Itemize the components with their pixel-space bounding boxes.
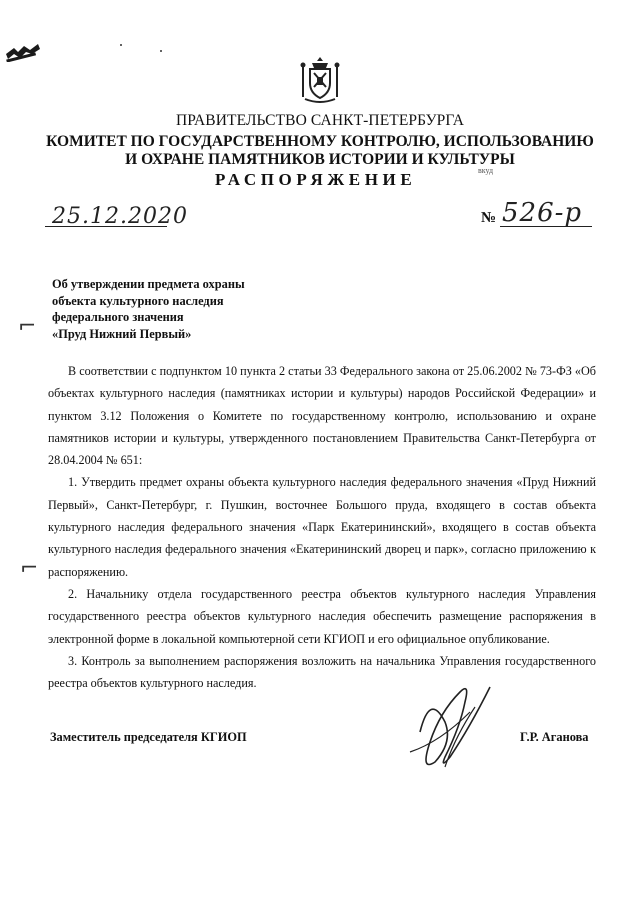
committee-line-1: КОМИТЕТ ПО ГОСУДАРСТВЕННОМУ КОНТРОЛЮ, ИСПОЛЬЗОВАНИЮ <box>46 133 594 150</box>
document-body <box>48 360 596 694</box>
government-name: ПРАВИТЕЛЬСТВО САНКТ-ПЕТЕРБУРГА <box>175 112 465 129</box>
scan-mark-icon <box>4 40 42 62</box>
body-preamble: В соответствии с подпунктом 10 пункта 2 статьи 33 Федерального закона от 25.06.2002 № 73-ФЗ «Об объектах культурного наследия (памятниках истории и культуры) народов Российской Федерации» и пунктом 3.12 Положения о Комитете по государственному контролю, использованию и охране памятников истории и культуры, утвержденного постановлением Правительства Санкт-Петербурга от 28.04.2004 № 651: <box>48 364 596 468</box>
scan-speck <box>120 44 122 46</box>
committee-line-2: И ОХРАНЕ ПАМЯТНИКОВ ИСТОРИИ И КУЛЬТУРЫ <box>125 151 515 168</box>
subject-line: Об утверждении предмета охраны <box>52 277 245 291</box>
body-item-3: 3. Контроль за выполнением распоряжения возложить на начальника Управления государственного реестра объектов культурного наследия. <box>48 653 596 691</box>
document-type-title: РАСПОРЯЖЕНИЕ <box>215 170 417 189</box>
document-date: 25.12.2020 <box>52 204 188 229</box>
document-subject <box>52 276 245 342</box>
handwritten-signature <box>400 672 510 782</box>
number-sign: № <box>481 210 497 226</box>
committee-name <box>0 133 640 169</box>
margin-hook-icon: ⌐ <box>20 556 39 581</box>
subject-line: федерального значения <box>52 310 184 324</box>
number-underline <box>500 226 592 227</box>
date-underline <box>45 226 167 227</box>
coat-of-arms-icon <box>299 55 341 105</box>
signatory-name: Г.Р. Аганова <box>520 730 589 744</box>
signatory-position: Заместитель председателя КГИОП <box>50 730 247 744</box>
body-item-2: 2. Начальнику отдела государственного реестра объектов культурного наследия Управления государственного реестра объектов культурного наследия обеспечить размещение распоряжения в электронной форме в локальной компьютерной сети КГИОП и его официальное опубликование. <box>48 586 596 646</box>
subject-line: «Пруд Нижний Первый» <box>52 326 192 341</box>
body-item-1: 1. Утвердить предмет охраны объекта культурного наследия федерального значения «Пруд Нижний Первый», Санкт-Петербург, г. Пушкин, восточнее Большого пруда, входящего в состав объекта культурного наследия федерального значения «Парк Екатерининский», входящего в состав объекта культурного наследия федерального значения «Екатерининский дворец и парк», согласно приложению к распоряжению. <box>48 475 596 579</box>
document-number: 526-р <box>502 198 583 228</box>
handwritten-note: вкуд <box>478 166 494 175</box>
subject-line: объекта культурного наследия <box>52 293 224 308</box>
margin-hook-icon: ⌐ <box>18 314 37 339</box>
scan-speck <box>160 50 162 52</box>
